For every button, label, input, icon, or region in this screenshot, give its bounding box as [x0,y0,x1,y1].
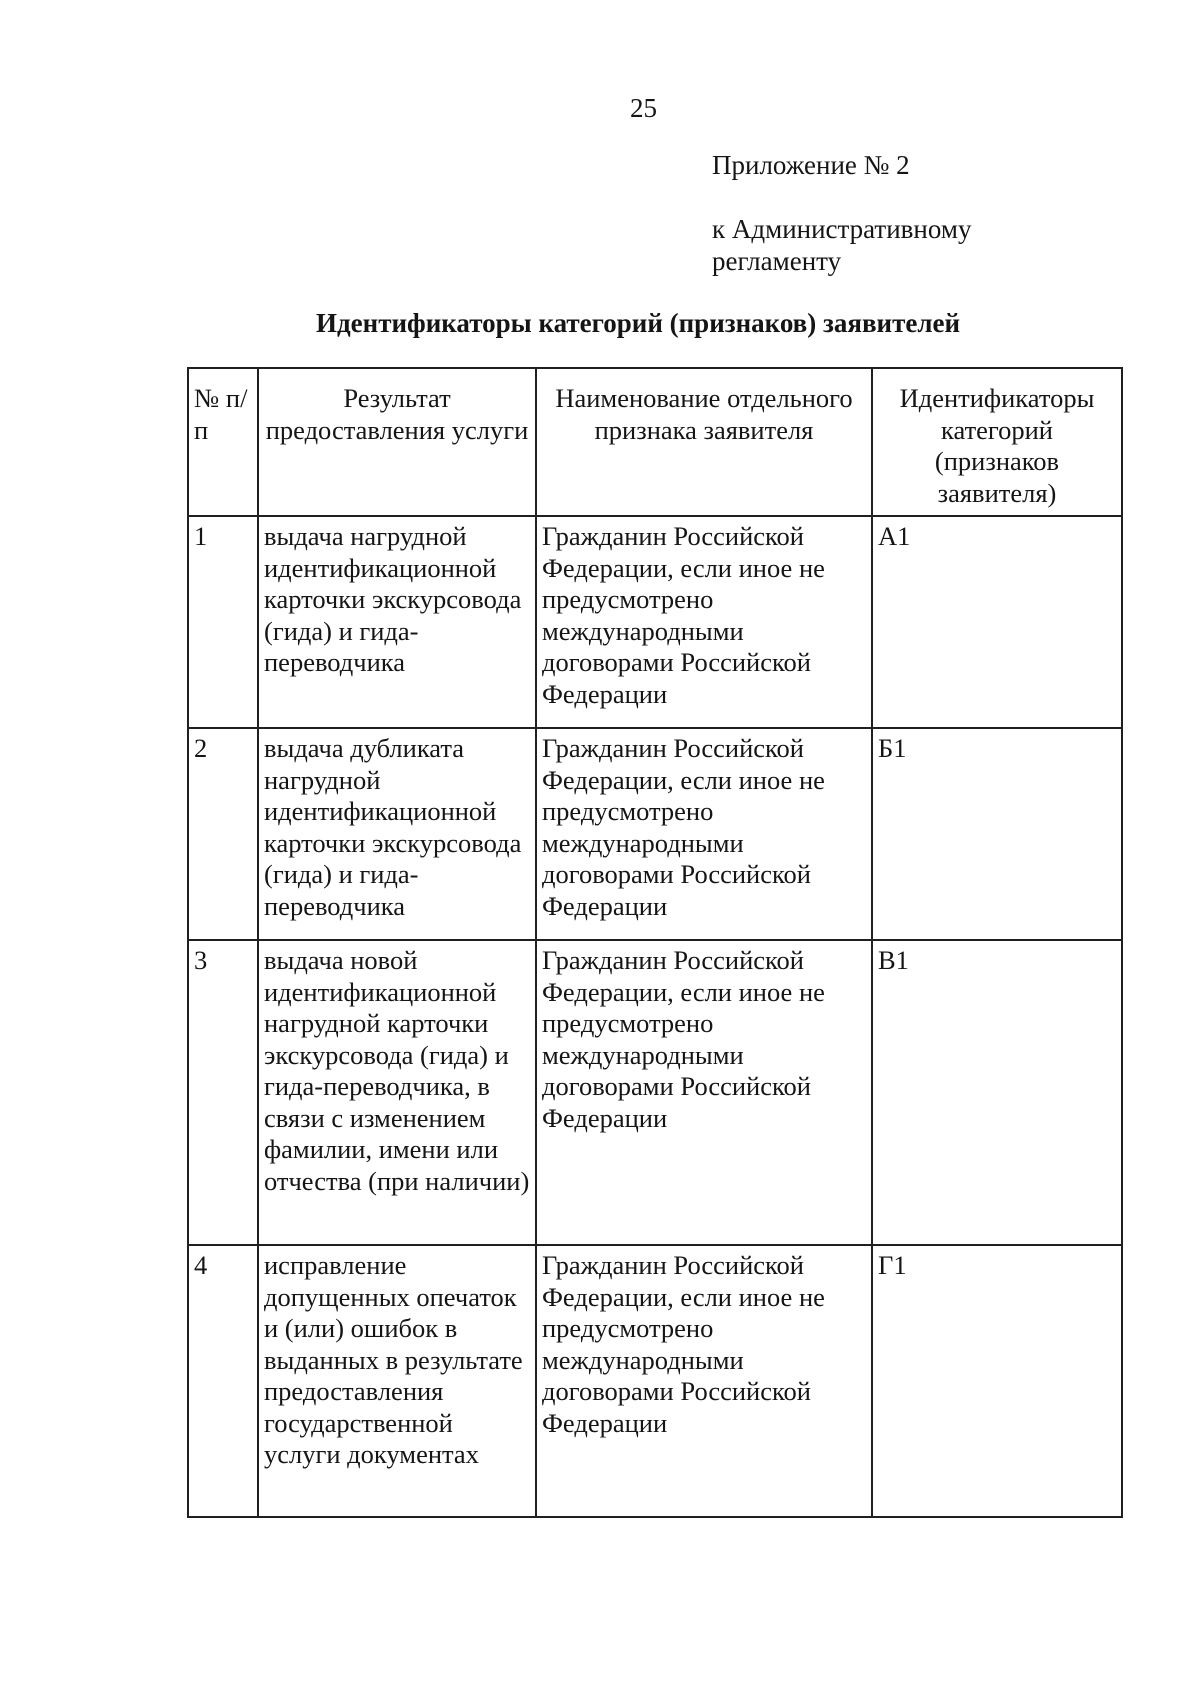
header-result: Результат предоставления услуги [258,368,536,516]
document-title: Идентификаторы категорий (признаков) заявителей [316,308,961,338]
table-row [188,1245,1122,1517]
row-result: выдача дубликата нагрудной идентификационной карточки экскурсовода (гида) и гида-переводчика [258,728,536,940]
row-number: 3 [188,940,258,1245]
table-header-row [188,368,1122,516]
row-number: 2 [188,728,258,940]
row-attribute: Гражданин Российской Федерации, если иное не предусмотрено международными договорами Российской Федерации [536,516,872,728]
page-number: 25 [630,93,657,123]
header-identifier: Идентификаторы категорий (признаков заявителя) [872,368,1122,516]
row-attribute: Гражданин Российской Федерации, если иное не предусмотрено международными договорами Российской Федерации [536,1245,872,1517]
table-row [188,940,1122,1245]
row-attribute: Гражданин Российской Федерации, если иное не предусмотрено международными договорами Российской Федерации [536,940,872,1245]
row-attribute: Гражданин Российской Федерации, если иное не предусмотрено международными договорами Российской Федерации [536,728,872,940]
row-identifier: Г1 [872,1245,1122,1517]
appendix-label: Приложение № 2 [712,150,910,180]
row-result: выдача новой идентификационной нагрудной карточки экскурсовода (гида) и гида-переводчика, в связи с изменением фамилии, имени или отчества (при наличии) [258,940,536,1245]
row-result: выдача нагрудной идентификационной карточки экскурсовода (гида) и гида-переводчика [258,516,536,728]
row-identifier: Б1 [872,728,1122,940]
header-attribute: Наименование отдельного признака заявителя [536,368,872,516]
table-row [188,516,1122,728]
row-identifier: А1 [872,516,1122,728]
row-identifier: В1 [872,940,1122,1245]
row-number: 4 [188,1245,258,1517]
row-number: 1 [188,516,258,728]
table-row [188,728,1122,940]
header-number: № п/п [188,368,258,516]
identifiers-table [187,367,1123,1518]
row-result: исправление допущенных опечаток и (или) ошибок в выданных в результате предоставления государственной услуги документах [258,1245,536,1517]
appendix-to: к Административному регламенту [712,214,972,276]
